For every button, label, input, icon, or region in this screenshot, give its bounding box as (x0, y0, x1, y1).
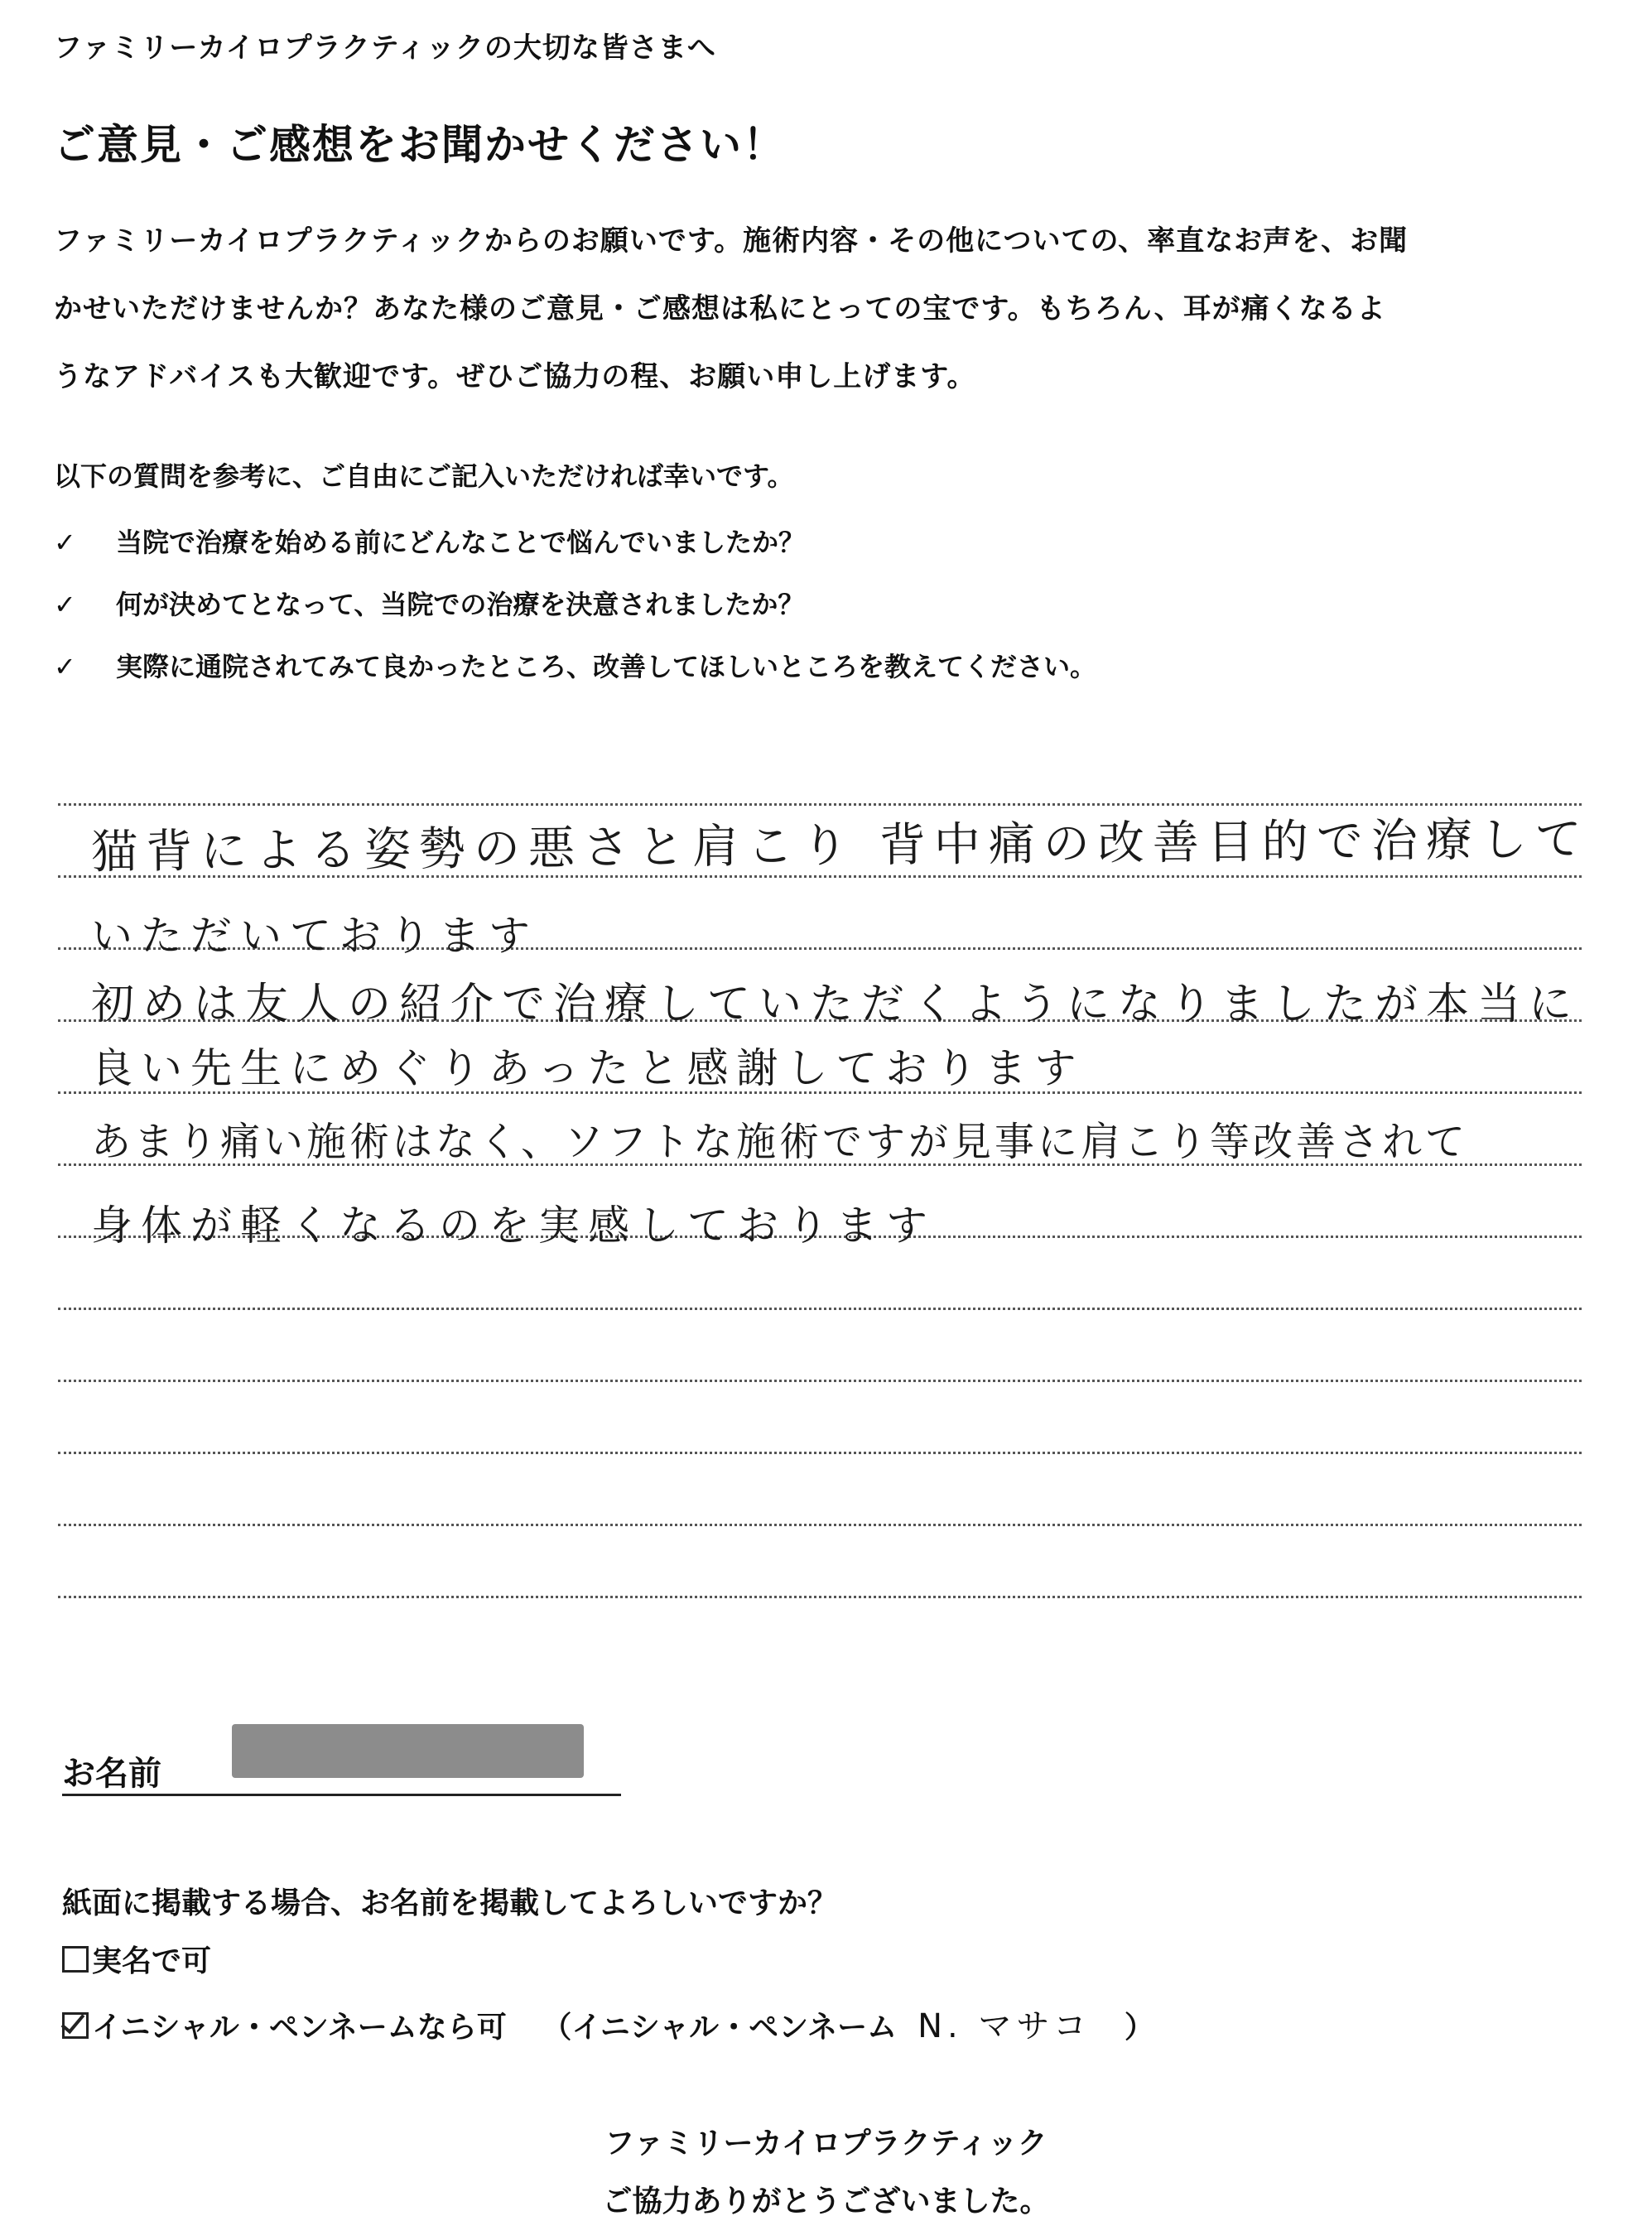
penname-suffix: ） (1124, 2011, 1154, 2045)
footer-thanks: ご協力ありがとうございました。 (602, 2185, 1050, 2218)
option-initial[interactable] (62, 2000, 1154, 2047)
check-icon: ✓ (54, 651, 76, 682)
questions-header: 以下の質問を参考に、ご自由にご記入いただければ幸いです。 (54, 460, 794, 492)
publish-question: 紙面に掲載する場合、お名前を掲載してよろしいですか？ (62, 1886, 838, 1920)
question-text: 何が決めてとなって、当院での治療を決意されましたか？ (116, 589, 805, 620)
question-text: 当院で治療を始める前にどんなことで悩んでいましたか？ (116, 527, 806, 558)
question-item (54, 584, 804, 622)
handwritten-line: 身体が軽くなるのを実感しております (91, 1202, 936, 1250)
ruled-line (58, 1452, 1582, 1454)
check-icon: ✓ (54, 527, 76, 558)
checkbox-real-name[interactable] (62, 1946, 89, 1973)
ruled-line (58, 1380, 1582, 1382)
question-item (54, 522, 805, 560)
name-underline (62, 1794, 621, 1796)
addressee: ファミリーカイロプラクティックの大切な皆さまへ (54, 31, 716, 65)
intro-paragraph (54, 207, 1594, 411)
penname-prefix: （イニシャル・ペンネーム (542, 2011, 898, 2045)
intro-line: かせいただけませんか？あなた様のご意見・ご感想は私にとっての宝です。もちろん、耳が痛くなるよ (54, 292, 1386, 325)
check-icon: ✓ (54, 589, 76, 620)
page-title: ご意見・ご感想をお聞かせください！ (54, 121, 786, 169)
handwritten-line: あまり痛い施術はなく、ソフトな施術ですが見事に肩こり等改善されて (91, 1119, 1469, 1165)
option-real-name[interactable] (62, 1938, 211, 1980)
intro-line: ファミリーカイロプラクティックからのお願いです。施術内容・その他についての、率直なお声を、お聞 (54, 224, 1409, 258)
option-real-name-label: 実名で可 (92, 1944, 212, 1978)
handwritten-line: いただいております (91, 912, 538, 960)
ruled-line (58, 1524, 1582, 1526)
option-initial-label: イニシャル・ペンネームなら可 (92, 2011, 507, 2045)
handwritten-line: 初めは友人の紹介で治療していただくようになりましたが本当に (91, 980, 1581, 1029)
question-item (54, 646, 1096, 684)
ruled-line (58, 1308, 1582, 1310)
penname-value: N. マサコ (918, 2007, 1091, 2045)
handwritten-line: 良い先生にめぐりあったと感謝しております (91, 1044, 1085, 1092)
checkbox-initial[interactable] (62, 2012, 89, 2039)
question-text: 実際に通院されてみて良かったところ、改善してほしいところを教えてください。 (116, 651, 1097, 682)
footer-clinic: ファミリーカイロプラクティック (604, 2127, 1048, 2161)
ruled-line (58, 1596, 1582, 1598)
name-label: お名前 (62, 1755, 161, 1793)
name-redaction (232, 1724, 584, 1778)
intro-line: うなアドバイスも大歓迎です。ぜひご協力の程、お願い申し上げます。 (54, 360, 976, 393)
handwritten-line: 猫背による姿勢の悪さと肩こり 背中痛の改善目的で治療して (90, 812, 1591, 879)
